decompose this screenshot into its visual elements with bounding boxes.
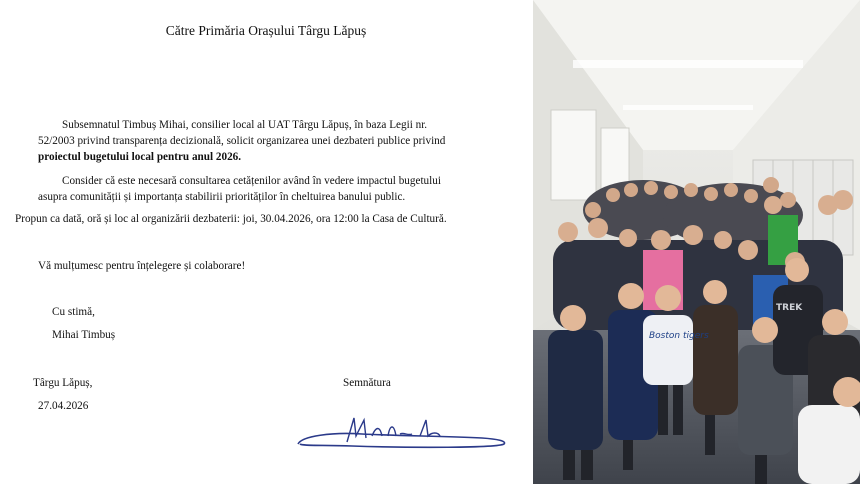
paragraph-request-line2: 52/2003 privind transparența decizională, solicit organizarea unei dezbateri publice privind xyxy=(38,134,446,147)
closing-salutation: Cu stimă, xyxy=(52,306,95,318)
paragraph-reason xyxy=(38,174,508,206)
letter-date: 27.04.2026 xyxy=(38,400,89,412)
group-photo xyxy=(533,0,860,484)
signature-label: Semnătura xyxy=(343,377,391,389)
handwritten-signature xyxy=(292,406,517,456)
shirt-text-boston: Boston tigers xyxy=(649,331,709,341)
letter-title: Către Primăria Orașului Târgu Lăpuș xyxy=(165,23,367,38)
paragraph-reason-line1: Consider că este necesară consultarea cetățenilor având în vedere impactul bugetului xyxy=(62,175,441,187)
sender-name: Mihai Timbuș xyxy=(52,329,116,341)
thanks-line: Vă mulțumesc pentru înțelegere și colaborare! xyxy=(38,260,246,272)
paragraph-request-bold: proiectul bugetului local pentru anul 2026. xyxy=(38,150,242,163)
group-photo-image xyxy=(533,0,860,484)
shirt-text-trek: TREK xyxy=(776,303,803,313)
place-label: Târgu Lăpuș, xyxy=(33,377,93,389)
paragraph-request xyxy=(38,118,508,165)
paragraph-request-line1: Subsemnatul Timbuș Mihai, consilier local al UAT Târgu Lăpuș, în baza Legii nr. xyxy=(62,119,428,131)
paragraph-reason-line2: asupra comunității și importanța stabilirii priorităților în cheltuirea banului public. xyxy=(38,190,406,203)
paragraph-proposal: Propun ca dată, oră și loc al organizării dezbaterii: joi, 30.04.2026, ora 12:00 la Casa de Cultură. xyxy=(15,213,447,225)
